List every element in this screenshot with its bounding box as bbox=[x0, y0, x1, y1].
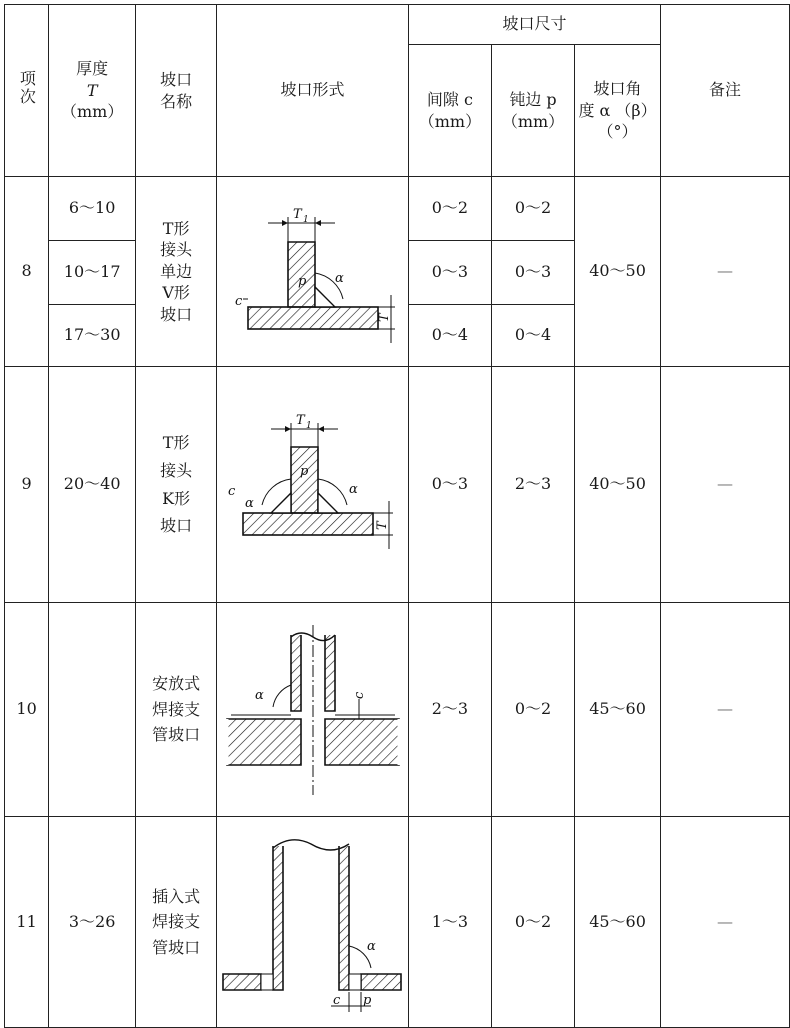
header-groove-name: 坡口 名称 bbox=[136, 5, 217, 177]
row8-item: 8 bbox=[5, 177, 49, 367]
svg-text:1: 1 bbox=[305, 420, 312, 431]
row11-figure bbox=[217, 817, 409, 1028]
row8-root-3: 0～4 bbox=[491, 305, 574, 367]
svg-text:T: T bbox=[295, 412, 305, 428]
row11-root: 0～2 bbox=[491, 817, 574, 1028]
row8-remark: — bbox=[661, 177, 790, 367]
row8-root-2: 0～3 bbox=[491, 241, 574, 305]
svg-text:c: c bbox=[227, 483, 235, 499]
svg-text:α: α bbox=[334, 270, 344, 286]
row10-name: 安放式 焊接支 管坡口 bbox=[136, 603, 217, 817]
row11-item: 11 bbox=[5, 817, 49, 1028]
svg-text:α: α bbox=[348, 481, 358, 497]
row8-thickness-2: 10～17 bbox=[49, 241, 136, 305]
header-root-face: 钝边 p （mm） bbox=[491, 45, 574, 177]
header-remarks: 备注 bbox=[661, 5, 790, 177]
header-groove-form: 坡口形式 bbox=[217, 5, 409, 177]
row9-root: 2～3 bbox=[491, 367, 574, 603]
row9-thickness: 20～40 bbox=[49, 367, 136, 603]
row11-remark: — bbox=[661, 817, 790, 1028]
row8-figure bbox=[217, 177, 409, 367]
svg-text:c: c bbox=[234, 293, 242, 309]
row8-gap-2: 0～3 bbox=[408, 241, 491, 305]
groove-dimension-table bbox=[4, 4, 790, 1028]
svg-text:c: c bbox=[332, 993, 340, 1008]
row9-item: 9 bbox=[5, 367, 49, 603]
row11-angle: 45～60 bbox=[575, 817, 661, 1028]
svg-text:p: p bbox=[299, 463, 308, 479]
row10-thickness bbox=[49, 603, 136, 817]
header-gap: 间隙 c （mm） bbox=[408, 45, 491, 177]
header-item-no: 项次 bbox=[5, 5, 49, 177]
row8-angle: 40～50 bbox=[575, 177, 661, 367]
header-thickness: 厚度 T （mm） bbox=[49, 5, 136, 177]
svg-text:1: 1 bbox=[302, 214, 309, 225]
row10-figure bbox=[217, 603, 409, 817]
svg-text:c: c bbox=[351, 691, 367, 699]
row11-name: 插入式 焊接支 管坡口 bbox=[136, 817, 217, 1028]
svg-text:α: α bbox=[366, 939, 376, 954]
svg-text:T: T bbox=[292, 206, 302, 222]
row8-name: T形 接头 单边 V形 坡口 bbox=[136, 177, 217, 367]
row9-figure bbox=[217, 367, 409, 603]
row9-name: T形 接头 K形 坡口 bbox=[136, 367, 217, 603]
single-bevel-t-joint-diagram bbox=[223, 187, 403, 357]
svg-text:α: α bbox=[254, 687, 264, 703]
svg-text:p: p bbox=[297, 273, 306, 289]
set-in-branch-diagram bbox=[221, 824, 405, 1020]
row9-gap: 0～3 bbox=[408, 367, 491, 603]
svg-text:p: p bbox=[362, 993, 371, 1008]
svg-text:T: T bbox=[374, 520, 390, 530]
header-groove-size: 坡口尺寸 bbox=[408, 5, 660, 45]
row8-thickness-3: 17～30 bbox=[49, 305, 136, 367]
row11-thickness: 3～26 bbox=[49, 817, 136, 1028]
row8-root-1: 0～2 bbox=[491, 177, 574, 241]
row10-remark: — bbox=[661, 603, 790, 817]
svg-text:α: α bbox=[244, 495, 254, 511]
row8-gap-3: 0～4 bbox=[408, 305, 491, 367]
svg-text:T: T bbox=[376, 312, 392, 322]
set-on-branch-diagram bbox=[221, 615, 405, 805]
row11-gap: 1～3 bbox=[408, 817, 491, 1028]
row10-root: 0～2 bbox=[491, 603, 574, 817]
row8-gap-1: 0～2 bbox=[408, 177, 491, 241]
row9-remark: — bbox=[661, 367, 790, 603]
header-angle: 坡口角 度 α （β） （°） bbox=[575, 45, 661, 177]
row10-item: 10 bbox=[5, 603, 49, 817]
row10-gap: 2～3 bbox=[408, 603, 491, 817]
double-bevel-t-joint-diagram bbox=[223, 405, 403, 565]
row9-angle: 40～50 bbox=[575, 367, 661, 603]
row10-angle: 45～60 bbox=[575, 603, 661, 817]
row8-thickness-1: 6～10 bbox=[49, 177, 136, 241]
